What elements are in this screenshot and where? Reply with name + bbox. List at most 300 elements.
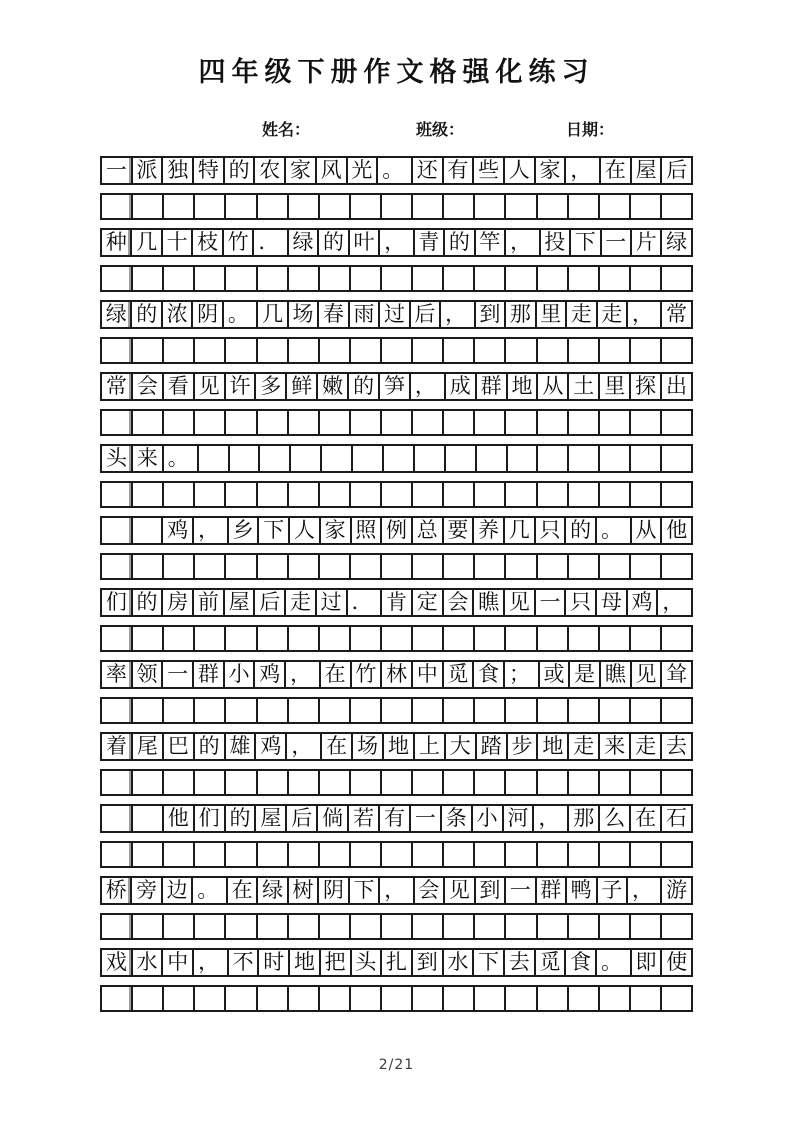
grid-cell: 食 bbox=[472, 660, 505, 689]
grid-cell bbox=[442, 985, 475, 1012]
grid-cell bbox=[504, 193, 537, 220]
grid-cell bbox=[131, 553, 164, 580]
grid-cell: 时 bbox=[257, 948, 290, 977]
grid-cell bbox=[660, 337, 693, 364]
grid-cell: 着 bbox=[100, 732, 133, 761]
text-row bbox=[100, 660, 693, 689]
grid-cell: 走 bbox=[284, 588, 317, 617]
grid-cell bbox=[660, 444, 693, 473]
grid-cell bbox=[382, 444, 415, 473]
grid-cell: 地 bbox=[536, 732, 569, 761]
grid-cell: 下 bbox=[472, 948, 505, 977]
grid-cell: 小 bbox=[223, 660, 256, 689]
grid-cell bbox=[380, 985, 413, 1012]
grid-cell: 头 bbox=[350, 948, 383, 977]
grid-cell: 头 bbox=[100, 444, 133, 473]
grid-cell bbox=[100, 804, 133, 833]
grid-cell bbox=[567, 985, 600, 1012]
grid-cell: 游 bbox=[660, 876, 692, 905]
grid-cell: 。 bbox=[595, 948, 632, 977]
grid-cell: 边 bbox=[161, 876, 193, 905]
grid-cell bbox=[536, 337, 569, 364]
grid-cell bbox=[504, 985, 537, 1012]
grid-cell bbox=[411, 481, 444, 508]
practice-row bbox=[100, 625, 693, 652]
grid-cell: 屋 bbox=[630, 156, 663, 185]
grid-cell bbox=[629, 985, 662, 1012]
grid-cell bbox=[660, 841, 693, 868]
practice-row bbox=[100, 481, 693, 508]
grid-cell bbox=[536, 444, 569, 473]
grid-cell: 场 bbox=[287, 300, 319, 329]
grid-cell: 食 bbox=[564, 948, 597, 977]
grid-cell bbox=[442, 913, 475, 940]
grid-cell bbox=[442, 769, 475, 796]
grid-cell: 房 bbox=[161, 588, 194, 617]
grid-cell bbox=[100, 769, 133, 796]
composition-grid bbox=[100, 156, 693, 1020]
grid-cell: ； bbox=[503, 660, 540, 689]
grid-cell bbox=[162, 769, 195, 796]
grid-cell bbox=[193, 913, 226, 940]
grid-cell: 要 bbox=[442, 516, 475, 545]
grid-cell: ， bbox=[656, 588, 693, 617]
grid-cell bbox=[442, 841, 475, 868]
grid-cell: 来 bbox=[598, 732, 631, 761]
grid-cell bbox=[504, 697, 537, 724]
grid-cell bbox=[162, 481, 195, 508]
grid-cell: 成 bbox=[444, 372, 477, 401]
grid-cell bbox=[411, 769, 444, 796]
grid-cell bbox=[660, 913, 693, 940]
grid-cell bbox=[442, 193, 475, 220]
grid-cell bbox=[536, 553, 569, 580]
grid-cell bbox=[567, 337, 600, 364]
grid-cell bbox=[442, 553, 475, 580]
grid-cell bbox=[131, 697, 164, 724]
practice-row bbox=[100, 697, 693, 724]
grid-cell: ， bbox=[284, 660, 321, 689]
grid-cell bbox=[193, 265, 226, 292]
grid-cell: 鸡 bbox=[626, 588, 659, 617]
grid-cell: 十 bbox=[161, 228, 193, 257]
grid-cell: 那 bbox=[567, 804, 600, 833]
grid-cell bbox=[536, 625, 569, 652]
grid-cell bbox=[473, 337, 506, 364]
grid-cell bbox=[475, 444, 508, 473]
grid-cell bbox=[413, 444, 446, 473]
grid-cell bbox=[598, 769, 631, 796]
grid-cell bbox=[131, 769, 164, 796]
grid-cell: 见 bbox=[503, 588, 536, 617]
grid-cell bbox=[287, 553, 320, 580]
grid-cell: 几 bbox=[130, 228, 162, 257]
grid-cell: 母 bbox=[595, 588, 628, 617]
grid-cell bbox=[504, 337, 537, 364]
grid-cell bbox=[193, 481, 226, 508]
grid-cell bbox=[318, 265, 351, 292]
grid-cell: 小 bbox=[471, 804, 504, 833]
grid-cell: 。 bbox=[222, 300, 258, 329]
grid-cell bbox=[567, 265, 600, 292]
grid-cell bbox=[349, 409, 382, 436]
grid-cell bbox=[660, 697, 693, 724]
grid-cell bbox=[131, 481, 164, 508]
grid-cell: 派 bbox=[131, 156, 164, 185]
text-row bbox=[100, 876, 693, 905]
grid-cell: 后 bbox=[253, 588, 286, 617]
grid-cell: 有 bbox=[378, 804, 411, 833]
grid-cell: 把 bbox=[319, 948, 352, 977]
grid-cell bbox=[567, 409, 600, 436]
grid-cell: 即 bbox=[630, 948, 663, 977]
grid-cell: 里 bbox=[598, 372, 631, 401]
grid-cell bbox=[318, 553, 351, 580]
practice-row bbox=[100, 841, 693, 868]
grid-cell bbox=[224, 337, 257, 364]
grid-cell: 戏 bbox=[100, 948, 133, 977]
grid-cell: 常 bbox=[660, 300, 692, 329]
grid-cell bbox=[411, 337, 444, 364]
grid-cell bbox=[629, 481, 662, 508]
grid-cell bbox=[162, 193, 195, 220]
grid-cell bbox=[598, 625, 631, 652]
grid-cell: 看 bbox=[162, 372, 195, 401]
grid-cell: 绿 bbox=[287, 228, 319, 257]
date-field-label: 日期： bbox=[566, 120, 615, 139]
grid-cell: ， bbox=[439, 300, 475, 329]
grid-cell bbox=[256, 697, 289, 724]
grid-cell bbox=[473, 409, 506, 436]
grid-cell: 地 bbox=[288, 948, 321, 977]
grid-cell bbox=[162, 553, 195, 580]
grid-cell: ， bbox=[285, 732, 322, 761]
grid-cell bbox=[287, 337, 320, 364]
grid-cell bbox=[660, 193, 693, 220]
grid-cell: 去 bbox=[660, 732, 693, 761]
grid-cell: 养 bbox=[472, 516, 505, 545]
grid-cell: 从 bbox=[630, 516, 663, 545]
grid-cell: 是 bbox=[568, 660, 601, 689]
grid-cell: 有 bbox=[442, 156, 475, 185]
grid-cell bbox=[193, 985, 226, 1012]
grid-cell bbox=[629, 841, 662, 868]
grid-cell: 投 bbox=[539, 228, 571, 257]
grid-cell: 绿 bbox=[256, 876, 288, 905]
grid-cell bbox=[598, 265, 631, 292]
grid-cell: 乡 bbox=[227, 516, 260, 545]
grid-cell: 里 bbox=[535, 300, 567, 329]
grid-cell: 绿 bbox=[660, 228, 692, 257]
grid-cell bbox=[660, 985, 693, 1012]
grid-cell bbox=[598, 841, 631, 868]
grid-cell bbox=[473, 265, 506, 292]
grid-cell: 光 bbox=[346, 156, 379, 185]
grid-cell bbox=[380, 697, 413, 724]
grid-cell bbox=[349, 841, 382, 868]
grid-cell: 农 bbox=[253, 156, 286, 185]
grid-cell bbox=[100, 409, 133, 436]
text-row bbox=[100, 444, 693, 473]
grid-cell: 一 bbox=[409, 804, 442, 833]
grid-cell: 耸 bbox=[660, 660, 693, 689]
grid-cell: 树 bbox=[287, 876, 319, 905]
grid-cell: 使 bbox=[660, 948, 693, 977]
grid-cell bbox=[473, 625, 506, 652]
grid-cell bbox=[131, 337, 164, 364]
grid-cell bbox=[131, 804, 164, 833]
grid-cell bbox=[318, 481, 351, 508]
page-title: 四年级下册作文格强化练习 bbox=[198, 57, 595, 88]
grid-cell bbox=[442, 697, 475, 724]
grid-cell bbox=[100, 193, 133, 220]
grid-cell bbox=[318, 193, 351, 220]
grid-cell: 。 bbox=[595, 516, 632, 545]
grid-cell bbox=[442, 625, 475, 652]
name-field-label: 姓名： bbox=[262, 120, 311, 139]
grid-cell: ， bbox=[626, 300, 662, 329]
grid-cell bbox=[318, 337, 351, 364]
grid-cell bbox=[536, 697, 569, 724]
text-row bbox=[100, 300, 693, 329]
grid-cell: ， bbox=[626, 876, 662, 905]
grid-cell: 竿 bbox=[474, 228, 506, 257]
grid-cell bbox=[287, 409, 320, 436]
text-row bbox=[100, 804, 693, 833]
grid-cell: 见 bbox=[630, 660, 663, 689]
grid-cell: 肯 bbox=[380, 588, 413, 617]
grid-cell bbox=[629, 265, 662, 292]
grid-cell bbox=[193, 337, 226, 364]
grid-cell bbox=[193, 625, 226, 652]
grid-cell bbox=[411, 841, 444, 868]
grid-cell bbox=[473, 193, 506, 220]
practice-row bbox=[100, 985, 693, 1012]
grid-cell bbox=[287, 769, 320, 796]
grid-cell bbox=[224, 985, 257, 1012]
grid-cell: 在 bbox=[226, 876, 258, 905]
grid-cell: 土 bbox=[567, 372, 600, 401]
grid-cell: 还 bbox=[411, 156, 444, 185]
grid-cell: 阴 bbox=[191, 300, 223, 329]
grid-cell bbox=[380, 769, 413, 796]
grid-cell bbox=[567, 481, 600, 508]
grid-cell: 。 bbox=[376, 156, 413, 185]
grid-cell: 走 bbox=[596, 300, 628, 329]
grid-cell bbox=[411, 913, 444, 940]
text-row bbox=[100, 228, 693, 257]
grid-cell bbox=[193, 769, 226, 796]
grid-cell: 屋 bbox=[223, 588, 256, 617]
text-row bbox=[100, 732, 693, 761]
grid-cell: 雨 bbox=[348, 300, 380, 329]
grid-cell: 只 bbox=[534, 516, 567, 545]
grid-cell: 率 bbox=[100, 660, 133, 689]
grid-cell: 们 bbox=[100, 588, 133, 617]
grid-cell: 地 bbox=[506, 372, 539, 401]
grid-cell: ， bbox=[504, 228, 540, 257]
practice-row bbox=[100, 265, 693, 292]
grid-cell bbox=[660, 769, 693, 796]
grid-cell bbox=[411, 265, 444, 292]
grid-cell bbox=[318, 841, 351, 868]
grid-cell bbox=[504, 553, 537, 580]
grid-cell bbox=[473, 553, 506, 580]
grid-cell bbox=[256, 553, 289, 580]
grid-cell bbox=[224, 193, 257, 220]
grid-cell bbox=[320, 444, 353, 473]
grid-cell: 探 bbox=[629, 372, 662, 401]
grid-cell: ， bbox=[409, 372, 446, 401]
grid-cell: 群 bbox=[535, 876, 567, 905]
grid-cell bbox=[567, 769, 600, 796]
page-number: 2/21 bbox=[378, 1057, 415, 1073]
grid-cell bbox=[536, 481, 569, 508]
grid-cell: 林 bbox=[380, 660, 413, 689]
grid-cell: 鸡 bbox=[254, 732, 287, 761]
grid-cell: 子 bbox=[596, 876, 628, 905]
grid-cell: ， bbox=[378, 876, 414, 905]
grid-cell bbox=[100, 625, 133, 652]
grid-cell bbox=[100, 265, 133, 292]
grid-cell: ， bbox=[378, 228, 414, 257]
grid-cell bbox=[131, 265, 164, 292]
grid-cell bbox=[318, 697, 351, 724]
grid-cell bbox=[318, 409, 351, 436]
grid-cell: 到 bbox=[474, 300, 506, 329]
grid-cell bbox=[256, 913, 289, 940]
grid-cell: 瞧 bbox=[599, 660, 632, 689]
grid-cell bbox=[536, 265, 569, 292]
grid-cell bbox=[536, 841, 569, 868]
grid-cell bbox=[411, 193, 444, 220]
grid-cell: 旁 bbox=[130, 876, 162, 905]
text-row bbox=[100, 516, 693, 545]
grid-cell: 他 bbox=[162, 804, 195, 833]
grid-cell: 的 bbox=[130, 300, 162, 329]
grid-cell: 到 bbox=[411, 948, 444, 977]
grid-cell: 场 bbox=[351, 732, 384, 761]
grid-cell bbox=[100, 553, 133, 580]
practice-row bbox=[100, 553, 693, 580]
grid-cell bbox=[162, 697, 195, 724]
grid-cell: 群 bbox=[475, 372, 508, 401]
grid-cell: 雄 bbox=[224, 732, 257, 761]
grid-cell bbox=[287, 697, 320, 724]
grid-cell: 下 bbox=[257, 516, 290, 545]
grid-cell: 只 bbox=[564, 588, 597, 617]
grid-cell bbox=[256, 769, 289, 796]
grid-cell: 他 bbox=[660, 516, 693, 545]
grid-cell bbox=[131, 409, 164, 436]
grid-cell: 竹 bbox=[350, 660, 383, 689]
grid-cell bbox=[598, 337, 631, 364]
grid-cell bbox=[598, 697, 631, 724]
grid-cell: 河 bbox=[502, 804, 535, 833]
grid-cell bbox=[660, 481, 693, 508]
grid-cell: 觅 bbox=[442, 660, 475, 689]
grid-cell: 会 bbox=[131, 372, 164, 401]
grid-cell: 家 bbox=[319, 516, 352, 545]
grid-cell: 鸡 bbox=[161, 516, 194, 545]
grid-cell bbox=[380, 841, 413, 868]
grid-cell bbox=[228, 444, 261, 473]
grid-cell bbox=[256, 193, 289, 220]
grid-cell: 后 bbox=[660, 156, 693, 185]
grid-cell: . bbox=[346, 588, 383, 617]
grid-cell bbox=[131, 913, 164, 940]
grid-cell: 群 bbox=[192, 660, 225, 689]
grid-cell: 常 bbox=[100, 372, 133, 401]
grid-cell: 绿 bbox=[100, 300, 132, 329]
grid-cell bbox=[256, 841, 289, 868]
grid-cell: 几 bbox=[256, 300, 288, 329]
grid-cell bbox=[567, 193, 600, 220]
grid-cell bbox=[536, 985, 569, 1012]
grid-cell: 风 bbox=[315, 156, 348, 185]
grid-cell: 下 bbox=[569, 228, 601, 257]
grid-cell: 鸭 bbox=[565, 876, 597, 905]
grid-cell bbox=[224, 913, 257, 940]
grid-cell bbox=[660, 553, 693, 580]
grid-cell: 许 bbox=[224, 372, 257, 401]
grid-cell: 后 bbox=[285, 804, 318, 833]
grid-cell bbox=[473, 481, 506, 508]
grid-cell: 一 bbox=[100, 156, 133, 185]
grid-cell bbox=[287, 481, 320, 508]
grid-cell: 的 bbox=[131, 588, 164, 617]
grid-cell bbox=[629, 769, 662, 796]
grid-cell bbox=[660, 265, 693, 292]
grid-cell bbox=[536, 913, 569, 940]
grid-cell bbox=[289, 444, 322, 473]
grid-cell bbox=[224, 265, 257, 292]
header-fields bbox=[100, 117, 693, 143]
grid-cell bbox=[380, 481, 413, 508]
grid-cell: 会 bbox=[413, 876, 445, 905]
grid-cell bbox=[504, 841, 537, 868]
grid-cell: ， bbox=[192, 948, 229, 977]
grid-cell: 枝 bbox=[191, 228, 223, 257]
grid-cell bbox=[598, 193, 631, 220]
grid-cell: 叶 bbox=[348, 228, 380, 257]
grid-cell bbox=[318, 769, 351, 796]
grid-cell bbox=[536, 409, 569, 436]
grid-cell bbox=[349, 697, 382, 724]
grid-cell bbox=[504, 481, 537, 508]
grid-cell: 会 bbox=[442, 588, 475, 617]
grid-cell: 步 bbox=[506, 732, 539, 761]
grid-cell: 一 bbox=[504, 876, 536, 905]
grid-cell bbox=[411, 553, 444, 580]
grid-cell bbox=[380, 265, 413, 292]
grid-cell: 或 bbox=[538, 660, 571, 689]
grid-cell: 几 bbox=[503, 516, 536, 545]
grid-cell: 例 bbox=[380, 516, 413, 545]
grid-cell: 扎 bbox=[380, 948, 413, 977]
grid-cell: 家 bbox=[534, 156, 567, 185]
grid-cell bbox=[224, 769, 257, 796]
grid-cell bbox=[411, 697, 444, 724]
grid-cell bbox=[473, 841, 506, 868]
grid-cell bbox=[318, 913, 351, 940]
grid-cell bbox=[256, 625, 289, 652]
grid-cell bbox=[504, 409, 537, 436]
grid-cell bbox=[536, 769, 569, 796]
grid-cell bbox=[349, 337, 382, 364]
grid-cell: 去 bbox=[503, 948, 536, 977]
grid-cell: 尾 bbox=[131, 732, 164, 761]
